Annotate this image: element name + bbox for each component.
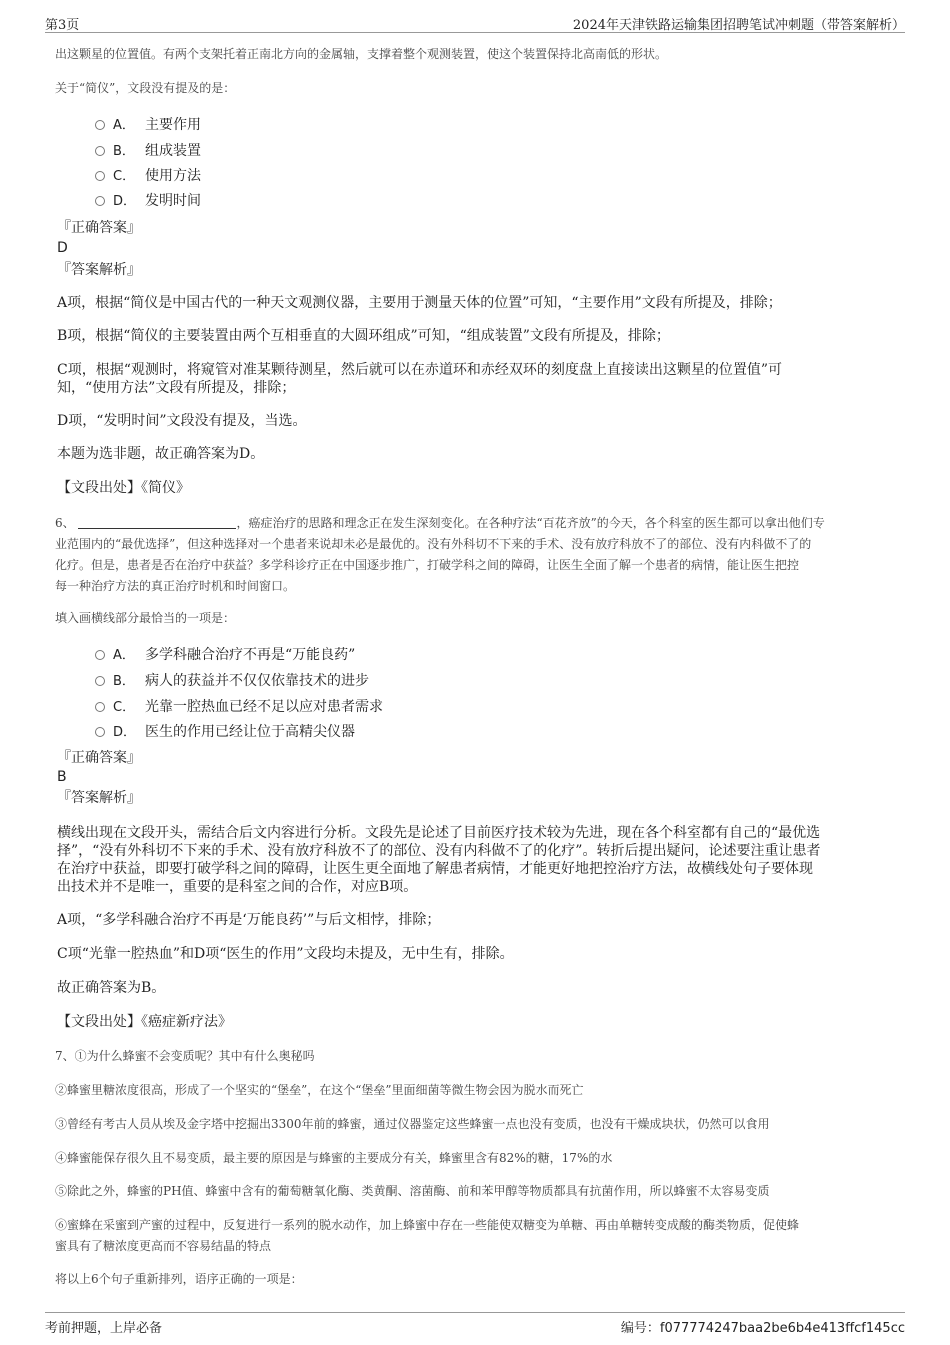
radio-icon[interactable] (95, 196, 105, 206)
q5-option-b[interactable]: B． 组成装置 (95, 140, 201, 160)
q6-option-d[interactable]: D． 医生的作用已经让位于高精尖仪器 (95, 721, 355, 741)
q5-conclusion: 本题为选非题，故正确答案为D。 (57, 446, 265, 462)
q6-line2: 业范围内的“最优选择”，但这种选择对一个患者来说却未必是最优的。没有外科切不下来的手术、没有放疗科放不了的部位、没有内科做不了的 (55, 537, 812, 551)
page-header (45, 12, 905, 33)
q6-answer: B (57, 769, 67, 785)
radio-icon[interactable] (95, 702, 105, 712)
footer-slogan: 考前押题，上岸必备 (45, 1321, 163, 1336)
q6-analysis-a: A项，“多学科融合治疗不再是‘万能良药’”与后文相悖，排除； (57, 912, 441, 928)
q7-line1: 7、①为什么蜂蜜不会变质呢？其中有什么奥秘吗 (55, 1049, 315, 1063)
q5-option-c[interactable]: C． 使用方法 (95, 165, 201, 185)
q5-source: 【文段出处】《简仪》 (57, 480, 190, 496)
q6-line1: 6、 ，癌症治疗的思路和理念正在发生深刻变化。在各种疗法“百花齐放”的今天，各个科室的医生都可以拿出他们专 (55, 516, 825, 530)
radio-icon[interactable] (95, 676, 105, 686)
page-number: 第3页 (45, 18, 80, 33)
q5-intro-tail: 出这颗星的位置值。有两个支架托着正南北方向的金属轴，支撑着整个观测装置，使这个装置保持北高南低的形状。 (55, 47, 668, 61)
q6-analysis-p3: 在治疗中获益，即要打破学科之间的障碍，让医生更全面地了解患者病情，才能更好地把控治疗方法，故横线处句子要体现 (57, 861, 813, 877)
q5-question: 关于“简仪”，文段没有提及的是： (55, 81, 236, 95)
fill-blank (78, 516, 236, 529)
q7-sentence6a: ⑥蜜蜂在采蜜到产蜜的过程中，反复进行一系列的脱水动作，加上蜂蜜中存在一些能使双糖变为单糖、再由单糖转变成酸的酶类物质，促使蜂 (55, 1218, 800, 1232)
q5-analysis-c2: 知，“使用方法”文段有所提及，排除； (57, 380, 296, 396)
q7-sentence5: ⑤除此之外，蜂蜜的PH值、蜂蜜中含有的葡萄糖氧化酶、类黄酮、溶菌酶、前和苯甲醇等物质都具有抗菌作用，所以蜂蜜不太容易变质 (55, 1184, 770, 1198)
q5-analysis-c1: C项，根据“观测时，将窥管对准某颗待测星，然后就可以在赤道环和赤经双环的刻度盘上直接读出这颗星的位置值”可 (57, 362, 783, 378)
radio-icon[interactable] (95, 650, 105, 660)
q6-option-c[interactable]: C． 光靠一腔热血已经不足以应对患者需求 (95, 696, 383, 716)
q6-line3: 化疗。但是，患者是否在治疗中获益？多学科诊疗正在中国逐步推广，打破学科之间的障碍，让医生全面了解一个患者的病情，能让医生把控 (55, 558, 800, 572)
q5-answer-label: 『正确答案』 (57, 220, 141, 236)
q5-analysis-label: 『答案解析』 (57, 262, 141, 278)
q5-analysis-a: A项，根据“简仪是中国古代的一种天文观测仪器，主要用于测量天体的位置”可知，“主要作用”文段有所提及，排除； (57, 295, 782, 311)
q5-analysis-b: B项，根据“简仪的主要装置由两个互相垂直的大圆环组成”可知，“组成装置”文段有所提及，排除； (57, 328, 670, 344)
q6-analysis-p4: 出技术并不是唯一，重要的是科室之间的合作，对应B项。 (57, 879, 418, 895)
q6-option-b[interactable]: B． 病人的获益并不仅仅依靠技术的进步 (95, 670, 369, 690)
q6-analysis-cd: C项“光靠一腔热血”和D项“医生的作用”文段均未提及，无中生有，排除。 (57, 946, 514, 962)
q6-option-a[interactable]: A． 多学科融合治疗不再是“万能良药” (95, 644, 355, 664)
q6-line4: 每一种治疗方法的真正治疗时机和时间窗口。 (55, 579, 296, 593)
q6-source: 【文段出处】《癌症新疗法》 (57, 1014, 232, 1030)
q6-question: 填入画横线部分最恰当的一项是： (55, 611, 236, 625)
q7-sentence3: ③曾经有考古人员从埃及金字塔中挖掘出3300年前的蜂蜜，通过仪器鉴定这些蜂蜜一点也没有变质，也没有干燥成块状，仍然可以食用 (55, 1117, 770, 1131)
q5-option-d[interactable]: D． 发明时间 (95, 190, 201, 210)
q6-analysis-label: 『答案解析』 (57, 790, 141, 806)
q5-answer: D (57, 240, 68, 256)
radio-icon[interactable] (95, 120, 105, 130)
q6-analysis-p2: 择”，“没有外科切不下来的手术、没有放疗科放不了的部位、没有内科做不了的化疗”。转折后提出疑问，论述要注重让患者 (57, 843, 821, 859)
q6-number: 6、 (55, 516, 75, 530)
page-footer (45, 1312, 905, 1335)
q6-conclusion: 故正确答案为B。 (57, 980, 166, 996)
q5-option-a[interactable]: A． 主要作用 (95, 114, 201, 134)
q6-analysis-p1: 横线出现在文段开头，需结合后文内容进行分析。文段先是论述了目前医疗技术较为先进，现在各个科室都有自己的“最优选 (57, 825, 821, 841)
document-title: 2024年天津铁路运输集团招聘笔试冲刺题（带答案解析） (572, 18, 905, 33)
q7-question: 将以上6个句子重新排列，语序正确的一项是： (55, 1272, 303, 1286)
q7-sentence6b: 蜜具有了糖浓度更高而不容易结晶的特点 (55, 1239, 272, 1253)
q7-sentence2: ②蜂蜜里糖浓度很高，形成了一个坚实的“堡垒”，在这个“堡垒”里面细菌等微生物会因为脱水而死亡 (55, 1083, 584, 1097)
q7-sentence4: ④蜂蜜能保存很久且不易变质，最主要的原因是与蜂蜜的主要成分有关，蜂蜜里含有82%的糖，17%的水 (55, 1151, 613, 1165)
radio-icon[interactable] (95, 146, 105, 156)
radio-icon[interactable] (95, 727, 105, 737)
document-code: 编号：f077774247baa2be6b4e413ffcf145cc (620, 1321, 905, 1336)
q5-analysis-d: D项，“发明时间”文段没有提及，当选。 (57, 413, 307, 429)
radio-icon[interactable] (95, 171, 105, 181)
q6-answer-label: 『正确答案』 (57, 750, 141, 766)
